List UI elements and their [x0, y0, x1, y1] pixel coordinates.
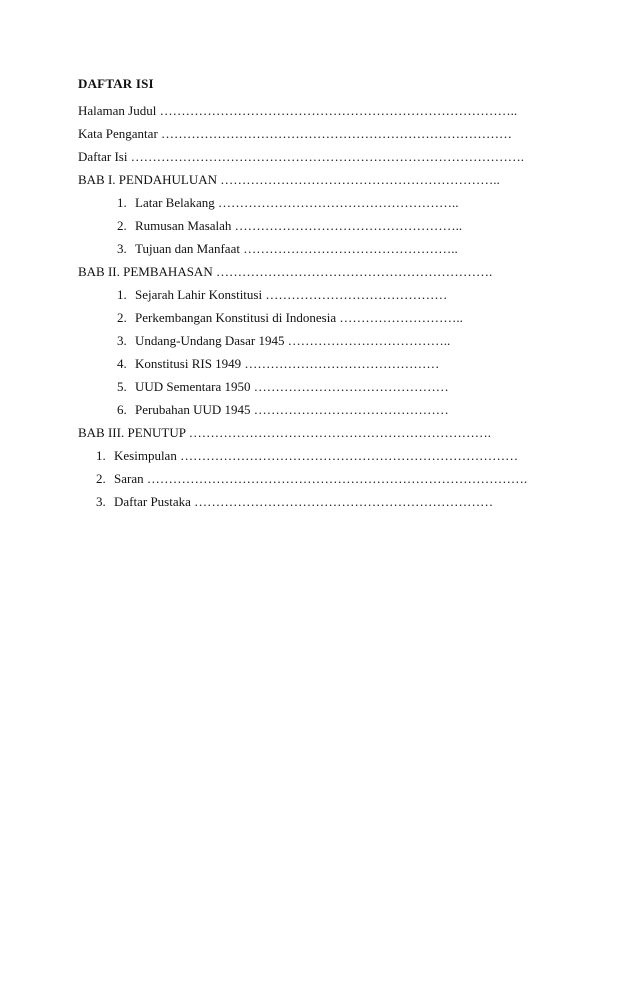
- toc-subentry: [117, 402, 449, 418]
- toc-subentry: [117, 356, 439, 372]
- toc-subentry-number: 1.: [117, 287, 127, 302]
- toc-subentry: [117, 218, 462, 234]
- toc-subentry-text: UUD Sementara 1950 ………………………………………: [135, 379, 449, 394]
- toc-subentry: [96, 448, 518, 464]
- toc-subentry-text: Rumusan Masalah ……………………………………………..: [135, 218, 463, 233]
- toc-subentry-text: Latar Belakang ………………………………………………..: [135, 195, 459, 210]
- toc-entry-kata-pengantar: Kata Pengantar ………………………………………………………………………: [78, 126, 513, 141]
- toc-entry-halaman-judul: Halaman Judul ………………………………………………………………………..: [78, 103, 518, 118]
- toc-subentry-number: 3.: [96, 494, 106, 509]
- toc-subentry-number: 3.: [117, 333, 127, 348]
- toc-subentry: [117, 195, 459, 211]
- toc-entry-bab-1: BAB I. PENDAHULUAN ………………………………………………………..: [78, 172, 500, 187]
- toc-subentry-text: Perkembangan Konstitusi di Indonesia ………………………..: [135, 310, 463, 325]
- toc-subentry-text: Kesimpulan ……………………………………………………………………: [114, 448, 519, 463]
- toc-subentry-number: 4.: [117, 356, 127, 371]
- toc-subentry-number: 2.: [117, 218, 127, 233]
- toc-subentry-text: Saran …………………………………………………………………………….: [114, 471, 528, 486]
- toc-subentry: [117, 333, 450, 349]
- toc-subentry-text: Undang-Undang Dasar 1945 ………………………………..: [135, 333, 451, 348]
- toc-subentry-number: 2.: [96, 471, 106, 486]
- toc-subentry-number: 1.: [117, 195, 127, 210]
- toc-subentry-number: 2.: [117, 310, 127, 325]
- toc-entry-bab-3: BAB III. PENUTUP …………………………………………………………….: [78, 425, 491, 440]
- toc-subentry-number: 3.: [117, 241, 127, 256]
- toc-subentry-number: 1.: [96, 448, 106, 463]
- toc-entry-bab-2: BAB II. PEMBAHASAN ……………………………………………………….: [78, 264, 493, 279]
- toc-subentry-text: Sejarah Lahir Konstitusi ……………………………………: [135, 287, 448, 302]
- toc-subentry: [117, 287, 447, 303]
- toc-subentry-number: 5.: [117, 379, 127, 394]
- toc-subentry-text: Perubahan UUD 1945 ………………………………………: [135, 402, 449, 417]
- toc-subentry: [117, 310, 463, 326]
- toc-subentry: [96, 494, 493, 510]
- toc-entry-daftar-isi: Daftar Isi ……………………………………………………………………………….: [78, 149, 524, 164]
- toc-title: DAFTAR ISI: [78, 76, 154, 91]
- toc-subentry: [96, 471, 527, 487]
- toc-subentry-text: Daftar Pustaka ……………………………………………………………: [114, 494, 494, 509]
- toc-subentry: [117, 241, 458, 257]
- toc-subentry-text: Konstitusi RIS 1949 ………………………………………: [135, 356, 440, 371]
- toc-subentry: [117, 379, 449, 395]
- toc-subentry-text: Tujuan dan Manfaat …………………………………………..: [135, 241, 458, 256]
- toc-subentry-number: 6.: [117, 402, 127, 417]
